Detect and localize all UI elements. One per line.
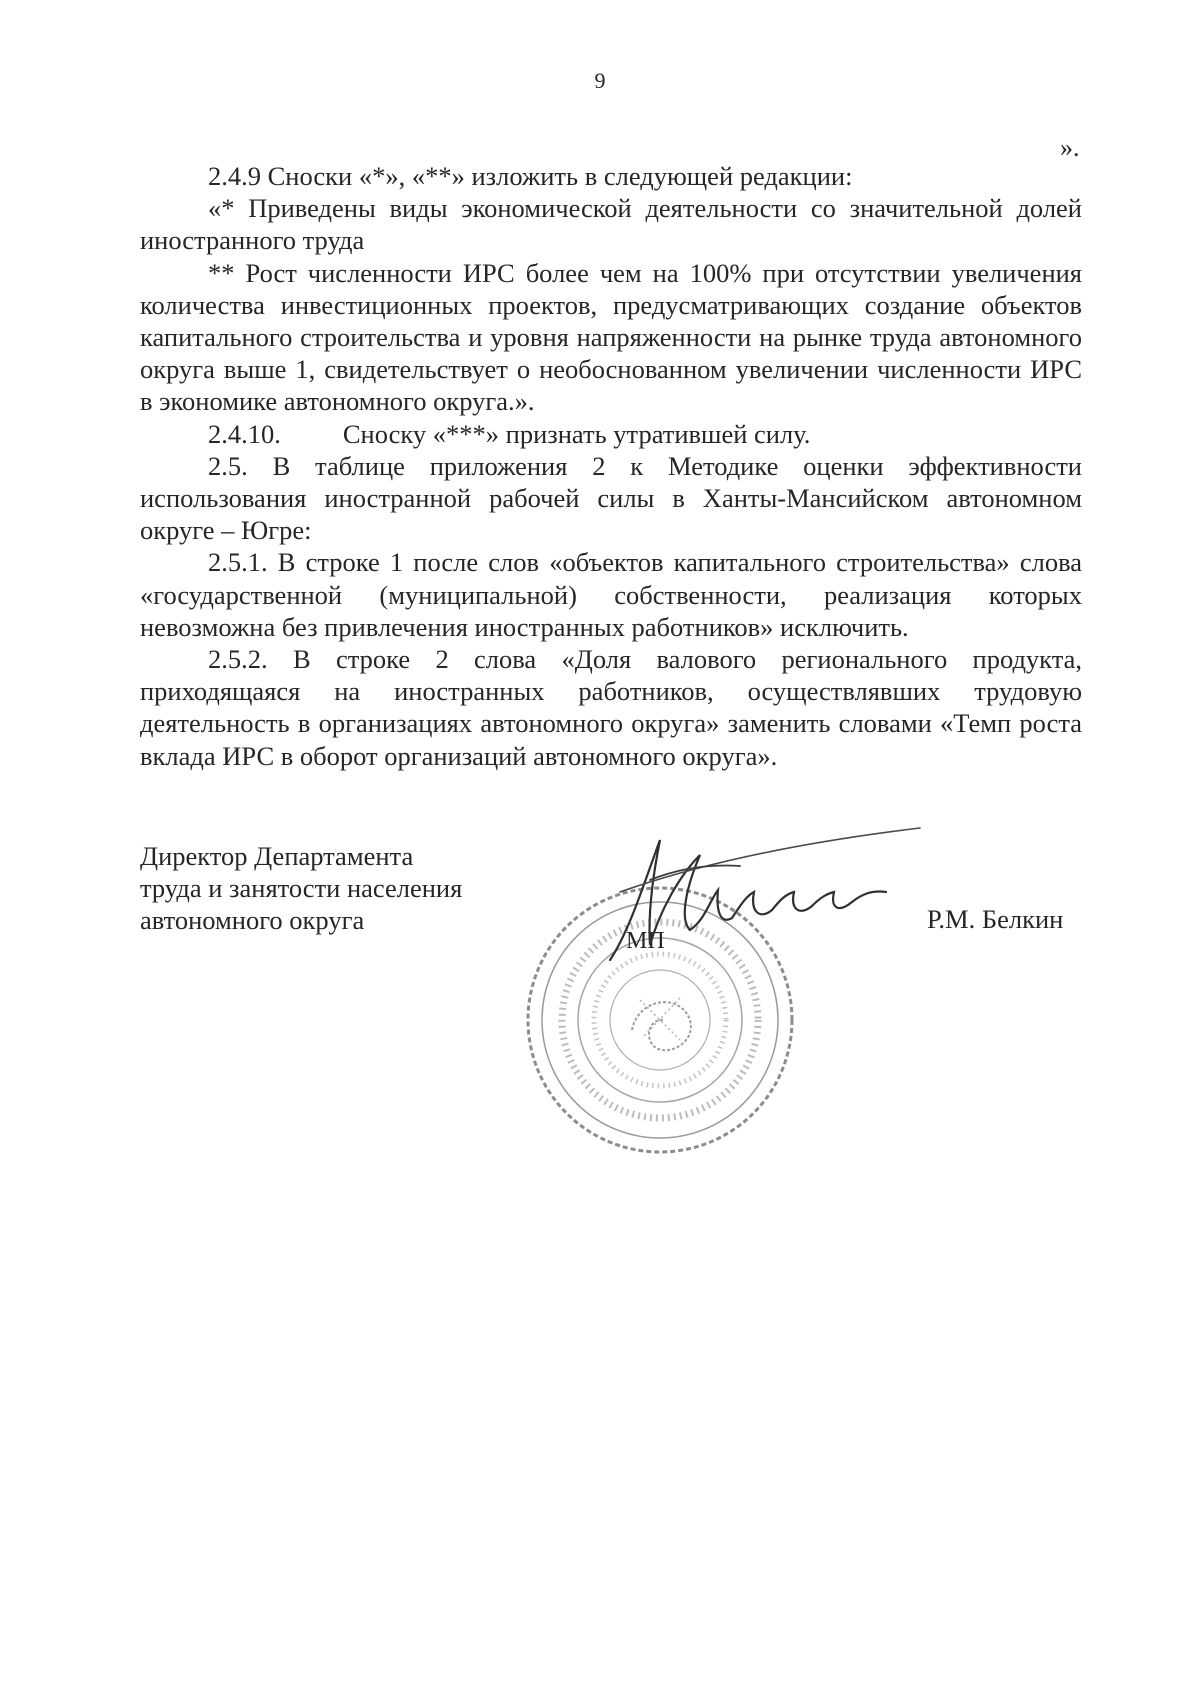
page-number: 9 — [594, 68, 606, 93]
closing-quote: ». — [1060, 133, 1080, 162]
paragraph-number: 2.4.10. — [208, 418, 281, 449]
handwritten-signature — [590, 820, 930, 970]
paragraph-2-4-9: 2.4.9 Сноски «*», «**» изложить в следующей редакции: — [208, 161, 853, 191]
footnote-star-text: «* Приведены виды экономической деятельности со значительной долей иностранного труда — [140, 193, 1082, 256]
paragraph-2-5-2: 2.5.2. В строке 2 слова «Доля валового регионального продукта, приходящаяся на иностранных работников, осуществлявших трудовую деятельность в организациях автономного округа» заменить словами «Темп роста вклада ИРС в оборот организаций автономного округа». — [140, 644, 1082, 771]
signer-title-line: труда и занятости населения — [140, 873, 463, 903]
document-body — [140, 160, 1082, 772]
paragraph-2-4-10 — [140, 418, 1082, 450]
signer-title — [140, 840, 462, 936]
paragraph-2-5: 2.5. В таблице приложения 2 к Методике оценки эффективности использования иностранной рабочей силы в Ханты-Мансийском автономном округе – Югре: — [140, 450, 1082, 546]
signer-title-line: автономного округа — [140, 905, 365, 935]
signer-name: Р.М. Белкин — [927, 904, 1064, 934]
stamp-label: МП — [626, 928, 665, 954]
signer-title-line: Директор Департамента — [140, 841, 414, 871]
footnote-double-star-text: ** Рост численности ИРС более чем на 100% при отсутствии увеличения количества инвестиционных проектов, предусматривающих создание объектов капитального строительства и уровня напряженности на рынке труда автономного округа выше 1, свидетельствует о необоснованном увеличении численности ИРС в экономике автономного округа.». — [140, 257, 1082, 417]
paragraph-text: Сноску «***» признать утратившей силу. — [342, 418, 811, 449]
paragraph-2-5-1: 2.5.1. В строке 1 после слов «объектов капитального строительства» слова «государственной (муниципальной) собственности, реализация которых невозможна без привлечения иностранных работников» исключить. — [140, 547, 1082, 642]
